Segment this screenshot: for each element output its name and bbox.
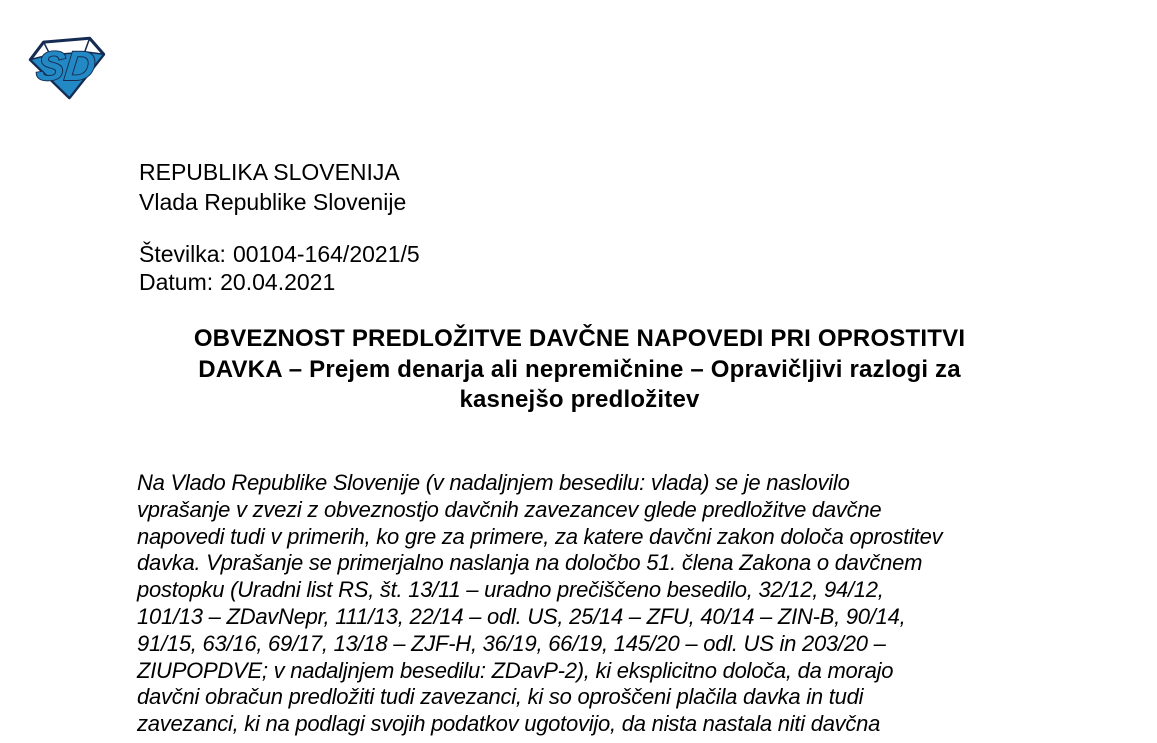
- sd-gem-icon: [28, 36, 106, 100]
- number-value: 00104-164/2021/5: [232, 241, 420, 267]
- title-line: DAVKA – Prejem denarja ali nepremičnine – Opravičljivi razlogi za: [198, 355, 961, 383]
- body-line: napovedi tudi v primerih, ko gre za primere, za katere davčni zakon določa oprostitev: [137, 523, 943, 549]
- title-line: kasnejšo predložitev: [459, 386, 700, 413]
- document-date: [139, 268, 420, 296]
- body-line: ZIUPOPDVE; v nadaljnjem besedilu: ZDavP-2), ki eksplicitno določa, da morajo: [137, 657, 894, 683]
- date-label: Datum:: [139, 269, 214, 295]
- org-subname: Vlada Republike Slovenije: [139, 189, 407, 215]
- body-line: postopku (Uradni list RS, št. 13/11 – uradno prečiščeno besedilo, 32/12, 94/12,: [137, 577, 884, 603]
- body-line: Na Vlado Republike Slovenije (v nadaljnjem besedilu: vlada) se je naslovilo: [137, 470, 850, 495]
- sd-logo-letters: SD: [34, 42, 98, 90]
- number-label: Številka:: [139, 241, 226, 267]
- reference-block: [139, 240, 420, 296]
- body-line: 101/13 – ZDavNepr, 111/13, 22/14 – odl. US, 25/14 – ZFU, 40/14 – ZIN-B, 90/14,: [137, 603, 906, 629]
- date-value: 20.04.2021: [220, 269, 336, 295]
- title-line: OBVEZNOST PREDLOŽITVE DAVČNE NAPOVEDI PRI OPROSTITVI: [193, 325, 966, 352]
- sd-logo: [28, 36, 106, 100]
- document-title: [137, 324, 1022, 416]
- body-line: zavezanci, ki na podlagi svojih podatkov ugotovijo, da nista nastala niti davčna: [137, 711, 881, 737]
- document-number: [139, 240, 420, 268]
- letterhead: [139, 157, 406, 217]
- body-line: vprašanje v zvezi z obveznostjo davčnih zavezancev glede predložitve davčne: [137, 496, 882, 522]
- body-line: davčni obračun predložiti tudi zavezanci, ki so oproščeni plačila davka in tudi: [137, 684, 864, 710]
- body-line: davka. Vprašanje se primerjalno naslanja na določbo 51. člena Zakona o davčnem: [137, 550, 923, 576]
- body-line: 91/15, 63/16, 69/17, 13/18 – ZJF-H, 36/19, 66/19, 145/20 – odl. US in 203/20 –: [137, 630, 886, 656]
- org-name: REPUBLIKA SLOVENIJA: [139, 159, 400, 185]
- document-body: [137, 470, 1022, 738]
